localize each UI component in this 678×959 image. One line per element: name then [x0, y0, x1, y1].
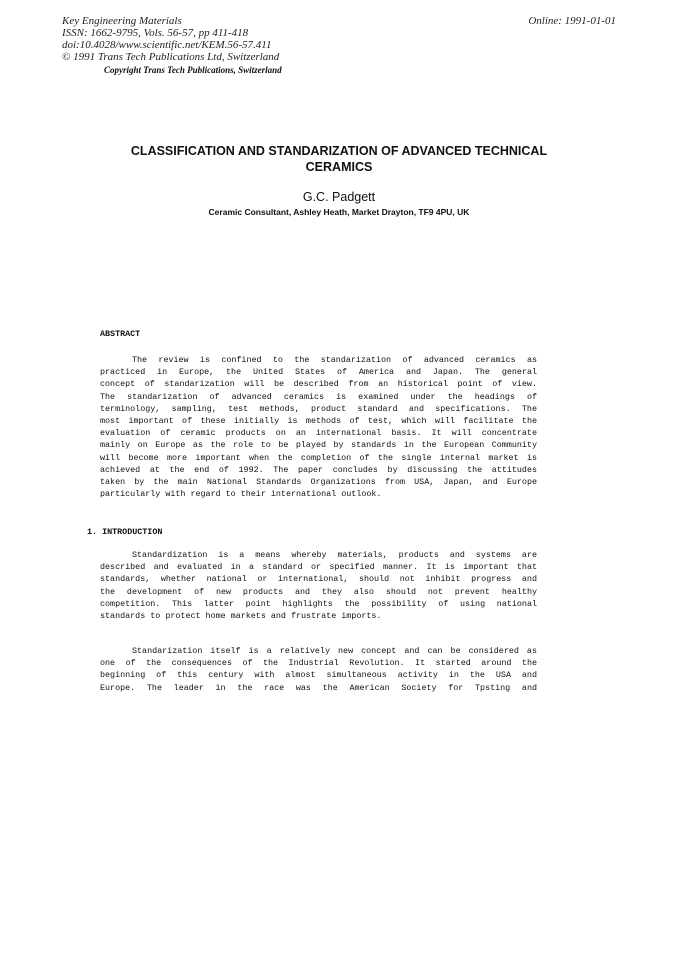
introduction-paragraph-2	[100, 645, 537, 694]
abstract-line: The standarization of advanced ceramics is examined under the headings of	[100, 391, 537, 402]
abstract-line: terminology, sampling, test methods, product standard and specifications. The	[100, 403, 537, 414]
abstract-line: particularly with regard to their international outlook.	[100, 489, 382, 500]
journal-copyright: © 1991 Trans Tech Publications Ltd, Switzerland	[62, 51, 280, 63]
abstract-line: concept of standarization will be described from an historical point of view.	[100, 379, 537, 390]
paper-title	[80, 143, 598, 175]
online-date: Online: 1991-01-01	[528, 15, 616, 27]
abstract-line: achieved at the end of 1992. The paper concludes by discussing the attitudes	[100, 464, 537, 475]
intro-line: standards to protect home markets and frustrate imports.	[100, 611, 382, 622]
author-affiliation: Ceramic Consultant, Ashley Heath, Market Drayton, TF9 4PU, UK	[208, 207, 470, 217]
abstract-line: mainly on Europe as the role to be played by standards in the European Community	[100, 440, 537, 451]
abstract-heading: ABSTRACT	[100, 329, 141, 339]
intro-line: the development of new products and they also should not prevent healthy	[100, 586, 537, 597]
intro-line: described and evaluated in a standard or specified manner. It is important that	[100, 562, 537, 573]
journal-name: Key Engineering Materials	[62, 15, 182, 27]
intro-line: competition. This latter point highlights the possibility of using national	[100, 598, 537, 609]
introduction-heading: 1. INTRODUCTION	[87, 527, 163, 537]
paper-title-line-1: CLASSIFICATION AND STANDARIZATION OF ADVANCED TECHNICAL	[130, 144, 548, 158]
introduction-paragraph-1	[100, 549, 537, 622]
intro-line: Standardization is a means whereby materials, products and systems are	[132, 550, 537, 560]
intro-line: Standarization itself is a relatively new concept and can be considered as	[132, 646, 537, 656]
abstract-body	[100, 354, 537, 500]
intro-line: Europe. The leader in the race was the American Society for Tpsting and	[100, 682, 537, 693]
abstract-line: evaluation of ceramic products on an international basis. It will concentrate	[100, 428, 537, 439]
intro-line: standards, whether national or international, should not inhibit progress and	[100, 574, 537, 585]
journal-doi: doi:10.4028/www.scientific.net/KEM.56-57.411	[62, 39, 272, 51]
intro-line: one of the consequences of the Industrial Revolution. It started around the	[100, 658, 537, 669]
abstract-line: taken by the main National Standards Organizations from USA, Japan, and Europe	[100, 477, 537, 488]
paper-title-line-2: CERAMICS	[305, 160, 373, 174]
publisher-copyright: Copyright Trans Tech Publications, Switzerland	[104, 65, 282, 75]
journal-issn: ISSN: 1662-9795, Vols. 56-57, pp 411-418	[62, 27, 249, 39]
paper-author: G.C. Padgett	[302, 190, 376, 204]
abstract-line: will become more important when the completion of the single internal market is	[100, 452, 537, 463]
abstract-line: practiced in Europe, the United States of America and Japan. The general	[100, 367, 537, 378]
abstract-line: most important of these initially is methods of test, which will facilitate the	[100, 416, 537, 427]
abstract-line: The review is confined to the standarization of advanced ceramics as	[132, 355, 537, 365]
intro-line: beginning of this century with almost simultaneous activity in the USA and	[100, 670, 537, 681]
